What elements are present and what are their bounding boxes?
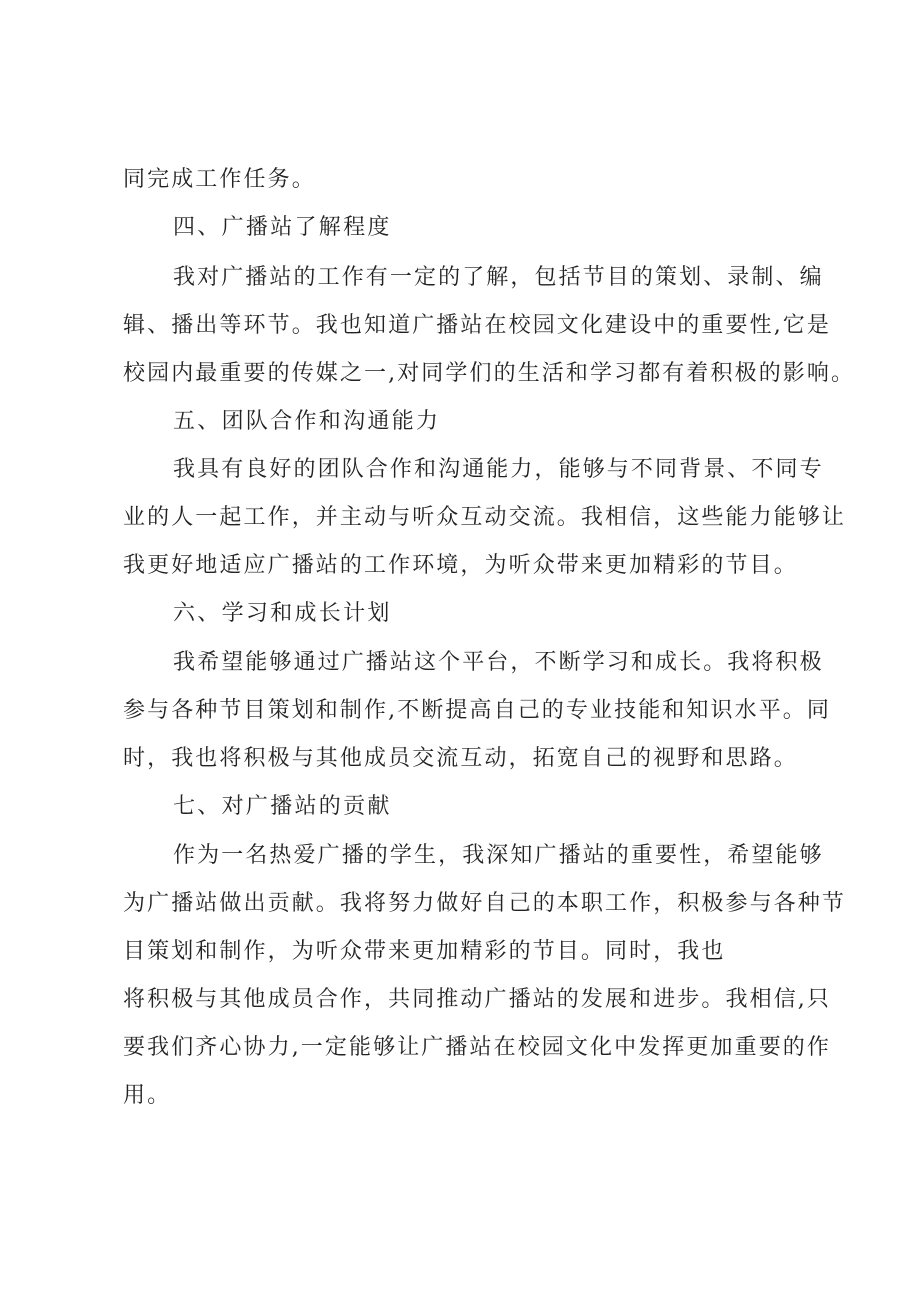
section-heading-four: 四、广播站了解程度 [173, 215, 392, 240]
paragraph-line: 作为一名热爱广播的学生，我深知广播站的重要性，希望能够 [173, 843, 824, 868]
paragraph-continuation-line: 同完成工作任务。 [123, 167, 316, 192]
paragraph-line: 业的人一起工作，并主动与听众互动交流。我相信，这些能力能够让 [123, 505, 847, 530]
paragraph-line: 要我们齐心协力,一定能够让广播站在校园文化中发挥更加重要的作 [123, 1035, 831, 1060]
paragraph-line: 校园内最重要的传媒之一,对同学们的生活和学习都有着积极的影响。 [123, 361, 856, 386]
paragraph-line: 我具有良好的团队合作和沟通能力，能够与不同背景、不同专 [173, 457, 824, 482]
paragraph-line: 目策划和制作，为听众带来更加精彩的节目。同时，我也 [123, 939, 726, 964]
section-heading-seven: 七、对广播站的贡献 [173, 794, 392, 819]
paragraph-line: 我对广播站的工作有一定的了解，包括节目的策划、录制、编 [173, 265, 824, 290]
paragraph-line: 将积极与其他成员合作，共同推动广播站的发展和进步。我相信,只 [123, 987, 831, 1012]
paragraph-line: 我更好地适应广播站的工作环境，为听众带来更加精彩的节目。 [123, 553, 798, 578]
paragraph-line: 为广播站做出贡献。我将努力做好自己的本职工作，积极参与各种节 [123, 891, 847, 916]
paragraph-line: 我希望能够通过广播站这个平台，不断学习和成长。我将积极 [173, 650, 824, 675]
paragraph-line: 辑、播出等环节。我也知道广播站在校园文化建设中的重要性,它是 [123, 313, 831, 338]
section-heading-six: 六、学习和成长计划 [173, 601, 392, 626]
paragraph-line: 时，我也将积极与其他成员交流互动，拓宽自己的视野和思路。 [123, 746, 798, 771]
paragraph-line: 用。 [123, 1083, 172, 1108]
paragraph-line: 参与各种节目策划和制作,不断提高自己的专业技能和知识水平。同 [123, 698, 831, 723]
section-heading-five: 五、团队合作和沟通能力 [173, 409, 441, 434]
